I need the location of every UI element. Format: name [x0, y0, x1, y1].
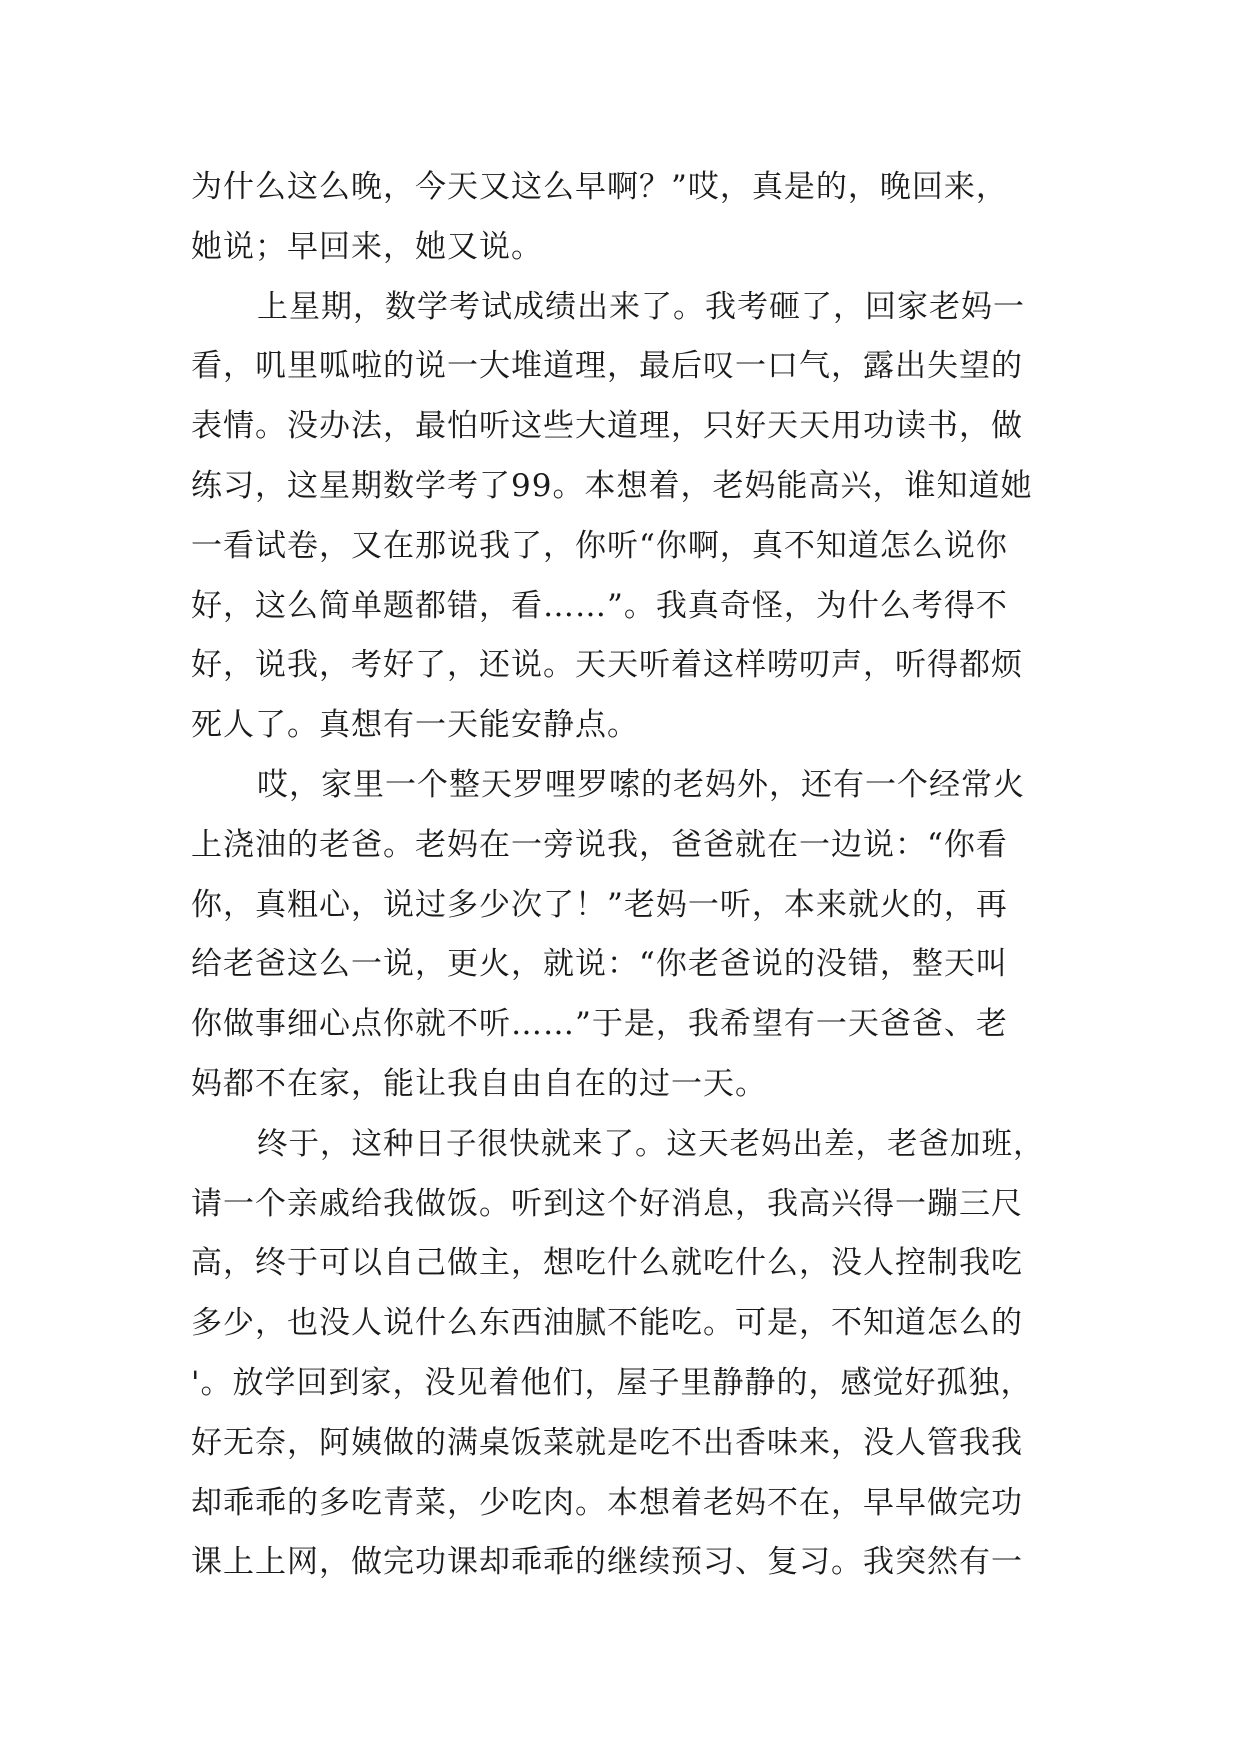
- paragraph-first-line: [191, 756, 1051, 816]
- text-line: [191, 337, 1051, 397]
- text-line: [191, 876, 1051, 936]
- text-line: [191, 1533, 1051, 1593]
- paragraph-first-line: [191, 278, 1051, 338]
- text-line: [191, 457, 1051, 517]
- text-line: [191, 1474, 1051, 1534]
- text-line: [191, 1055, 1051, 1115]
- text-line-content: 上浇油的老爸。老妈在一旁说我，爸爸就在一边说：“你看: [191, 826, 1008, 863]
- text-line-content: 多少，也没人说什么东西油腻不能吃。可是，不知道怎么的: [191, 1305, 1023, 1342]
- text-line: [191, 1234, 1051, 1294]
- text-line-content: 表情。没办法，最怕听这些大道理，只好天天用功读书，做: [191, 408, 1023, 445]
- text-line-content: 死人了。真想有一天能安静点。: [191, 707, 639, 744]
- text-line: [191, 1354, 1051, 1414]
- text-line-content: 你做事细心点你就不听……”于是，我希望有一天爸爸、老: [191, 1006, 1008, 1043]
- text-line-content: 却乖乖的多吃青菜，少吃肉。本想着老妈不在，早早做完功: [191, 1484, 1023, 1521]
- text-line-content: 你，真粗心，说过多少次了！”老妈一听，本来就火的，再: [191, 886, 1008, 923]
- text-line-content: 为什么这么晚，今天又这么早啊？”哎，真是的，晚回来，: [191, 169, 1008, 205]
- text-line: [191, 158, 1051, 218]
- text-line-content: 终于，这种日子很快就来了。这天老妈出差，老爸加班，: [257, 1126, 1045, 1162]
- essay-body: [191, 158, 1051, 1593]
- text-line-content: 给老爸这么一说，更火，就说：“你老爸说的没错，整天叫: [191, 946, 1008, 983]
- text-line: [191, 397, 1051, 457]
- text-line: [191, 1175, 1051, 1235]
- text-line: [191, 577, 1051, 637]
- text-line-content: 好，说我，考好了，还说。天天听着这样唠叨声，听得都烦: [191, 647, 1023, 684]
- text-line-content: '。放学回到家，没见着他们，屋子里静静的，感觉好孤独，: [191, 1364, 1033, 1401]
- text-line: [191, 218, 1051, 278]
- text-line: [191, 1414, 1051, 1474]
- text-line-content: 练习，这星期数学考了99。本想着，老妈能高兴，谁知道她: [191, 467, 1033, 504]
- text-line: [191, 1294, 1051, 1354]
- text-line-content: 一看试卷，又在那说我了，你听“你啊，真不知道怎么说你: [191, 527, 1008, 564]
- text-line-content: 妈都不在家，能让我自由自在的过一天。: [191, 1065, 767, 1102]
- text-line-content: 她说；早回来，她又说。: [191, 228, 543, 265]
- text-line-content: 看，叽里呱啦的说一大堆道理，最后叹一口气，露出失望的: [191, 348, 1023, 385]
- text-line: [191, 995, 1051, 1055]
- text-line-content: 课上上网，做完功课却乖乖的继续预习、复习。我突然有一: [191, 1544, 1023, 1581]
- text-line: [191, 816, 1051, 876]
- text-line-content: 哎，家里一个整天罗哩罗嗦的老妈外，还有一个经常火: [257, 766, 1025, 803]
- text-line-content: 上星期，数学考试成绩出来了。我考砸了，回家老妈一: [257, 288, 1025, 325]
- text-line: [191, 696, 1051, 756]
- text-line-content: 好无奈，阿姨做的满桌饭菜就是吃不出香味来，没人管我我: [191, 1424, 1023, 1461]
- text-line: [191, 636, 1051, 696]
- text-line: [191, 517, 1051, 577]
- text-line-content: 高，终于可以自己做主，想吃什么就吃什么，没人控制我吃: [191, 1245, 1023, 1282]
- text-line-content: 好，这么简单题都错，看……”。我真奇怪，为什么考得不: [191, 587, 1008, 624]
- text-line-content: 请一个亲戚给我做饭。听到这个好消息，我高兴得一蹦三尺: [191, 1185, 1023, 1222]
- text-line: [191, 935, 1051, 995]
- paragraph-first-line: [191, 1115, 1051, 1175]
